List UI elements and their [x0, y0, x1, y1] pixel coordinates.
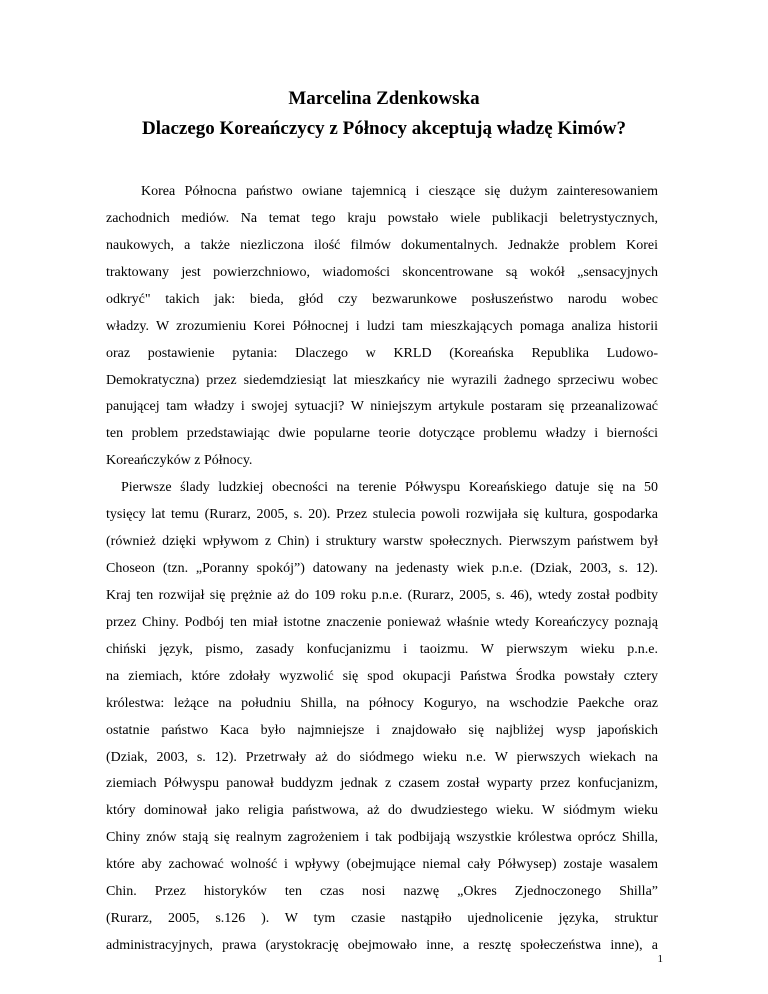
paragraph-line: (Rurarz, 2005, s.126 ). W tym czasie nastąpiło ujednolicenie języka, struktur [106, 911, 658, 926]
paragraph-line: oraz postawienie pytania: Dlaczego w KRLD (Koreańska Republika Ludowo- [106, 346, 658, 361]
paragraph-line: Pierwsze ślady ludzkiej obecności na terenie Półwyspu Koreańskiego datuje się na 50 [121, 480, 658, 495]
paragraph-line: chiński język, pismo, zasady konfucjanizmu i taoizmu. W pierwszym wieku p.n.e. [106, 642, 658, 657]
paragraph-line: Chin. Przez historyków ten czas nosi nazwę „Okres Zjednoczonego Shilla” [106, 884, 658, 899]
paragraph-line: ostatnie państwo Kaca było najmniejsze i znajdowało się najbliżej wysp japońskich [106, 723, 658, 738]
paragraph-line: odkryć" takich jak: bieda, głód czy bezwarunkowe posłuszeństwo narodu wobec [106, 292, 658, 307]
paragraph-line: panującej tam władzy i swojej sytuacji? W niniejszym artykule postaram się przeanalizować [106, 399, 658, 414]
document-title: Dlaczego Koreańczycy z Północy akceptują władzę Kimów? [141, 118, 627, 139]
paragraph-line: administracyjnych, prawa (arystokrację obejmowało inne, a resztę społeczeństwa inne), a [106, 938, 658, 953]
paragraph-line: naukowych, a także niezliczona ilość filmów dokumentalnych. Jednakże problem Korei [106, 238, 658, 253]
page-number: 1 [657, 953, 663, 965]
paragraph-line: które aby zachować wolność i wpływy (obejmujące niemal cały Półwysep) zostaje wasalem [106, 857, 658, 872]
paragraph-line: na ziemiach, które zdołały wyzwolić się spod okupacji Państwa Środka powstały cztery [106, 669, 658, 684]
paragraph-line: zachodnich mediów. Na temat tego kraju powstało wiele publikacji beletrystycznych, [106, 211, 658, 226]
paragraph-line: Kraj ten rozwijał się prężnie aż do 109 roku p.n.e. (Rurarz, 2005, s. 46), wtedy został podbity [106, 588, 658, 603]
paragraph-line: Choseon (tzn. „Poranny spokój”) datowany na jedenasty wiek p.n.e. (Dziak, 2003, s. 12). [106, 561, 658, 576]
paragraph-line: Chiny znów stają się realnym zagrożeniem i tak podbijają wszystkie królestwa oprócz Shilla, [106, 830, 658, 845]
author-name: Marcelina Zdenkowska [288, 88, 480, 109]
paragraph-line: tysięcy lat temu (Rurarz, 2005, s. 20). Przez stulecia powoli rozwijała się kultura, gospodarka [106, 507, 658, 522]
paragraph-line: Korea Północna państwo owiane tajemnicą i cieszące się dużym zainteresowaniem [141, 184, 658, 199]
paragraph-line: przez Chiny. Podbój ten miał istotne znaczenie ponieważ właśnie wtedy Koreańczycy poznają [106, 615, 658, 630]
paragraph-line: Koreańczyków z Północy. [106, 453, 253, 468]
paragraph-line: traktowany jest powierzchniowo, wiadomości skoncentrowane są wokół „sensacyjnych [106, 265, 658, 280]
paragraph-line: ziemiach Półwyspu panował buddyzm jednak z czasem został wyparty przez konfucjanizm, [106, 776, 658, 791]
paragraph-line: ten problem przedstawiając dwie popularne teorie dotyczące problemu władzy i bierności [106, 426, 658, 441]
paragraph-line: królestwa: leżące na południu Shilla, na północy Koguryo, na wschodzie Paekche oraz [106, 696, 658, 711]
paragraph-line: który dominował jako religia państwowa, aż do dwudziestego wieku. W siódmym wieku [106, 803, 658, 818]
paragraph-line: Demokratyczna) przez siedemdziesiąt lat mieszkańcy nie wyrazili żadnego sprzeciwu wobec [106, 373, 658, 388]
paragraph-line: (Dziak, 2003, s. 12). Przetrwały aż do siódmego wieku n.e. W pierwszych wiekach na [106, 750, 658, 765]
paragraph-line: (również dzięki wpływom z Chin) i struktury warstw społecznych. Pierwszym państwem był [106, 534, 658, 549]
paragraph-line: władzy. W zrozumieniu Korei Północnej i ludzi tam mieszkających pomaga analiza historii [106, 319, 658, 334]
